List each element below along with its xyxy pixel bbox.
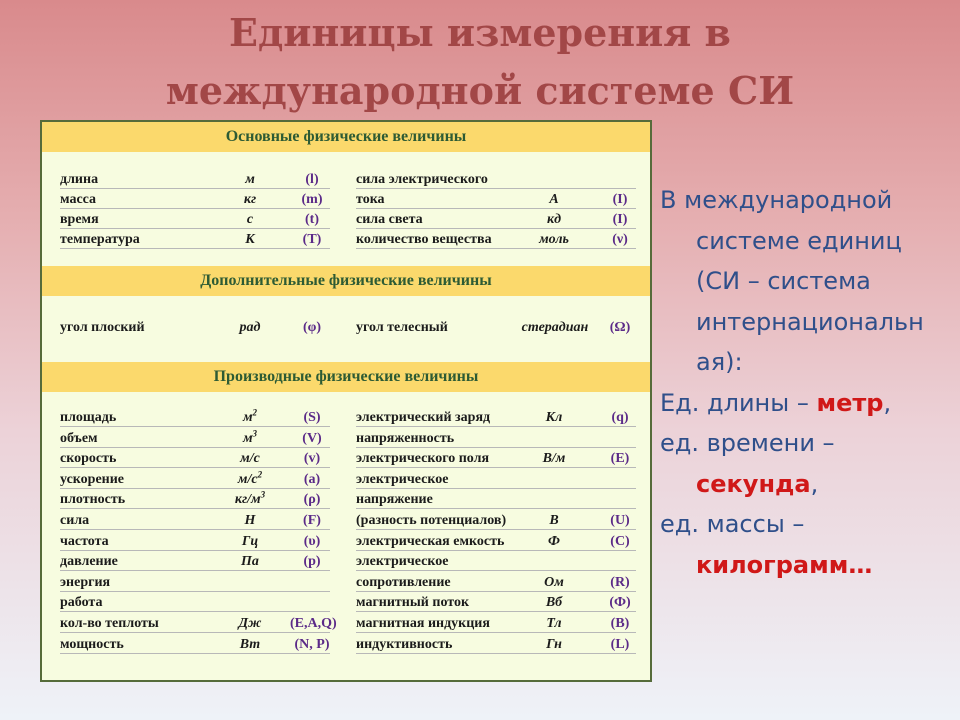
- unit-name: Вт: [239, 637, 261, 652]
- unit-name: Ф: [548, 534, 560, 549]
- quantity-symbol: (I): [612, 212, 628, 227]
- slide-title: [0, 4, 960, 120]
- row-divider: [356, 208, 636, 209]
- row-divider: [356, 570, 636, 571]
- title-line-1: Единицы измерения в: [229, 10, 731, 55]
- intro-line-4: интернациональн: [696, 307, 924, 336]
- row-divider: [60, 591, 330, 592]
- quantity-symbol: (L): [610, 637, 630, 652]
- quantity-name: время: [60, 212, 99, 227]
- quantity-symbol: (E): [610, 451, 630, 466]
- unit-exponent: 2: [257, 469, 263, 480]
- row-divider: [60, 248, 330, 249]
- row-divider: [60, 228, 330, 229]
- quantity-name: ускорение: [60, 472, 125, 487]
- unit-name: Н: [244, 513, 256, 528]
- quantity-symbol: (R): [610, 575, 630, 590]
- quantity-symbol: (a): [303, 472, 321, 487]
- quantity-name: тока: [356, 192, 385, 207]
- row-divider: [356, 228, 636, 229]
- unit-name: Кл: [545, 410, 563, 425]
- quantity-symbol: (p): [303, 554, 321, 569]
- unit-exponent: 2: [252, 407, 258, 418]
- row-divider: [356, 550, 636, 551]
- quantity-name: магнитный поток: [356, 595, 470, 610]
- quantity-name: объем: [60, 431, 98, 446]
- row-divider: [356, 248, 636, 249]
- quantity-name: частота: [60, 534, 109, 549]
- unit-name: рад: [239, 320, 261, 335]
- unit-name: м: [245, 172, 255, 187]
- quantity-symbol: (V): [302, 431, 322, 446]
- row-divider: [356, 188, 636, 189]
- quantity-name: площадь: [60, 410, 117, 425]
- quantity-symbol: (N, P): [294, 637, 330, 652]
- quantity-name: (разность потенциалов): [356, 513, 507, 528]
- quantity-symbol: (F): [303, 513, 321, 528]
- unit-name: А: [549, 192, 559, 207]
- quantity-name: электрическая емкость: [356, 534, 505, 549]
- quantity-symbol: (v): [303, 451, 321, 466]
- unit-name: Ом: [544, 575, 564, 590]
- quantity-symbol: (t): [305, 212, 319, 227]
- intro-line-5: ая):: [696, 348, 743, 376]
- row-divider: [356, 426, 636, 427]
- section-header-supplementary: Дополнительные физические величины: [42, 266, 650, 296]
- mass-unit-value: килограмм…: [696, 550, 873, 579]
- quantity-symbol: (B): [610, 616, 630, 631]
- quantity-name: сила света: [356, 212, 423, 227]
- quantity-symbol: (Ф): [609, 595, 631, 610]
- time-unit-label: ед. времени –: [660, 429, 835, 457]
- quantity-name: напряжение: [356, 492, 433, 507]
- row-divider: [60, 611, 330, 612]
- section-header-derived: Производные физические величины: [42, 362, 650, 392]
- quantity-symbol: (ν): [612, 232, 628, 247]
- row-divider: [356, 508, 636, 509]
- unit-name: кд: [546, 212, 562, 227]
- unit-name: $м^2$: [242, 407, 258, 425]
- row-divider: [60, 426, 330, 427]
- section-header-basic: Основные физические величины: [42, 122, 650, 152]
- row-divider: [60, 632, 330, 633]
- row-divider: [356, 447, 636, 448]
- row-divider: [60, 447, 330, 448]
- row-divider: [60, 188, 330, 189]
- row-divider: [60, 488, 330, 489]
- row-divider: [356, 467, 636, 468]
- quantity-name: мощность: [60, 637, 124, 652]
- quantity-name: сопротивление: [356, 575, 451, 590]
- row-divider: [356, 632, 636, 633]
- unit-name: стерадиан: [521, 320, 589, 335]
- quantity-name: угол телесный: [356, 320, 448, 335]
- row-divider: [60, 467, 330, 468]
- unit-name: м/с: [240, 451, 260, 466]
- quantity-name: индуктивность: [356, 637, 453, 652]
- unit-name: Вб: [545, 595, 563, 610]
- quantity-symbol: (υ): [303, 534, 321, 549]
- unit-name: $м^3$: [242, 428, 258, 446]
- row-divider: [60, 208, 330, 209]
- quantity-name: плотность: [60, 492, 126, 507]
- unit-name: Гн: [546, 637, 562, 652]
- unit-name: с: [246, 212, 254, 227]
- row-divider: [60, 508, 330, 509]
- row-divider: [356, 591, 636, 592]
- unit-name: моль: [539, 232, 569, 247]
- quantity-symbol: (ρ): [303, 492, 321, 507]
- quantity-name: скорость: [60, 451, 117, 466]
- unit-name: В: [549, 513, 559, 528]
- mass-unit-label: ед. массы –: [660, 510, 805, 538]
- unit-exponent: 3: [260, 489, 266, 500]
- row-divider: [356, 653, 636, 654]
- quantity-name: угол плоский: [60, 320, 145, 335]
- quantity-name: электрического поля: [356, 451, 490, 466]
- row-divider: [60, 570, 330, 571]
- quantity-symbol: (l): [305, 172, 319, 187]
- quantity-name: напряженность: [356, 431, 455, 446]
- quantity-name: сила электрического: [356, 172, 488, 187]
- intro-line-3: (СИ – система: [696, 267, 871, 295]
- row-divider: [60, 653, 330, 654]
- unit-name: Гц: [241, 534, 259, 549]
- unit-name: Па: [241, 554, 259, 569]
- si-description: [660, 180, 952, 585]
- quantity-symbol: (I): [612, 192, 628, 207]
- unit-name: Тл: [546, 616, 562, 631]
- mass-unit-line: [660, 545, 952, 586]
- row-divider: [60, 529, 330, 530]
- unit-name: К: [245, 232, 255, 247]
- row-divider: [356, 529, 636, 530]
- quantity-name: сила: [60, 513, 90, 528]
- length-unit-line: Ед. длины – метр,: [660, 388, 892, 417]
- row-divider: [60, 550, 330, 551]
- quantity-name: работа: [60, 595, 103, 610]
- quantity-symbol: (φ): [302, 320, 322, 335]
- quantity-symbol: (E,A,Q): [290, 616, 337, 631]
- quantity-symbol: (m): [301, 192, 323, 207]
- quantity-symbol: (U): [610, 513, 630, 528]
- quantity-name: электрическое: [356, 554, 449, 569]
- quantity-name: длина: [60, 172, 99, 187]
- quantity-symbol: (q): [611, 410, 629, 425]
- length-unit-value: метр: [816, 388, 884, 417]
- title-line-2: международной системе СИ: [165, 68, 795, 113]
- quantity-name: электрический заряд: [356, 410, 491, 425]
- quantity-name: магнитная индукция: [356, 616, 490, 631]
- unit-name: В/м: [542, 451, 566, 466]
- unit-name: $м/с^2$: [237, 469, 263, 487]
- unit-name: кг: [243, 192, 257, 207]
- quantity-name: давление: [60, 554, 118, 569]
- row-divider: [356, 611, 636, 612]
- unit-exponent: 3: [252, 428, 258, 439]
- intro-line-2: системе единиц: [696, 226, 902, 255]
- quantity-symbol: (T): [302, 232, 322, 247]
- time-unit-value: секунда: [696, 469, 811, 498]
- quantity-name: количество вещества: [356, 232, 492, 247]
- intro-line-1: В международной: [660, 186, 893, 214]
- quantity-name: энергия: [60, 575, 111, 590]
- time-unit-line: секунда,: [696, 469, 819, 498]
- quantity-name: температура: [60, 232, 140, 247]
- quantity-name: кол-во теплоты: [60, 616, 159, 631]
- quantity-symbol: (S): [303, 410, 321, 425]
- quantity-symbol: (C): [610, 534, 630, 549]
- row-divider: [356, 488, 636, 489]
- unit-name: $кг/м^3$: [234, 489, 266, 507]
- quantity-symbol: (Ω): [609, 320, 631, 335]
- quantity-name: масса: [60, 192, 97, 207]
- si-units-table: [40, 120, 652, 682]
- unit-name: Дж: [238, 616, 262, 631]
- quantity-name: электрическое: [356, 472, 449, 487]
